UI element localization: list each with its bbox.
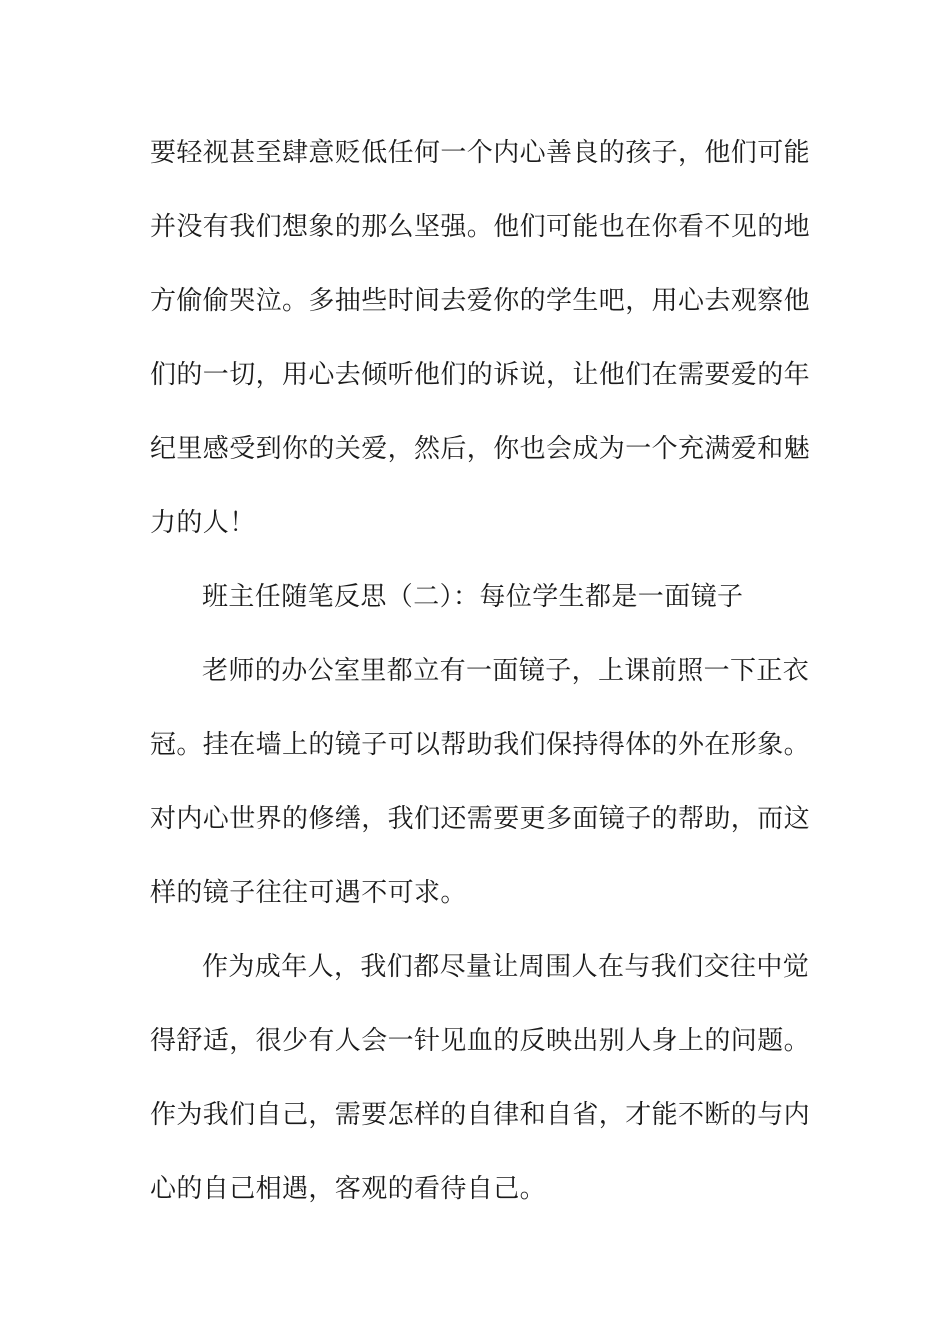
text-line: 并没有我们想象的那么坚强。他们可能也在你看不见的地	[150, 212, 811, 242]
text-line: 力的人！	[150, 508, 256, 538]
text-line: 方偷偷哭泣。多抽些时间去爱你的学生吧，用心去观察他	[150, 286, 811, 316]
text-line: 作为成年人，我们都尽量让周围人在与我们交往中觉	[202, 952, 810, 982]
text-line: 样的镜子往往可遇不可求。	[150, 878, 467, 908]
text-line: 对内心世界的修缮，我们还需要更多面镜子的帮助，而这	[150, 804, 811, 834]
text-line: 要轻视甚至肆意贬低任何一个内心善良的孩子，他们可能	[150, 138, 811, 168]
section-heading: 班主任随笔反思（二）：每位学生都是一面镜子	[202, 582, 744, 612]
text-line: 得舒适，很少有人会一针见血的反映出别人身上的问题。	[150, 1026, 811, 1056]
text-line: 冠。挂在墙上的镜子可以帮助我们保持得体的外在形象。	[150, 730, 811, 760]
text-line: 老师的办公室里都立有一面镜子，上课前照一下正衣	[202, 656, 810, 686]
text-line: 纪里感受到你的关爱，然后，你也会成为一个充满爱和魅	[150, 434, 811, 464]
text-line: 们的一切，用心去倾听他们的诉说，让他们在需要爱的年	[150, 360, 811, 390]
text-line: 作为我们自己，需要怎样的自律和自省，才能不断的与内	[150, 1100, 811, 1130]
text-line: 心的自己相遇，客观的看待自己。	[150, 1174, 547, 1204]
